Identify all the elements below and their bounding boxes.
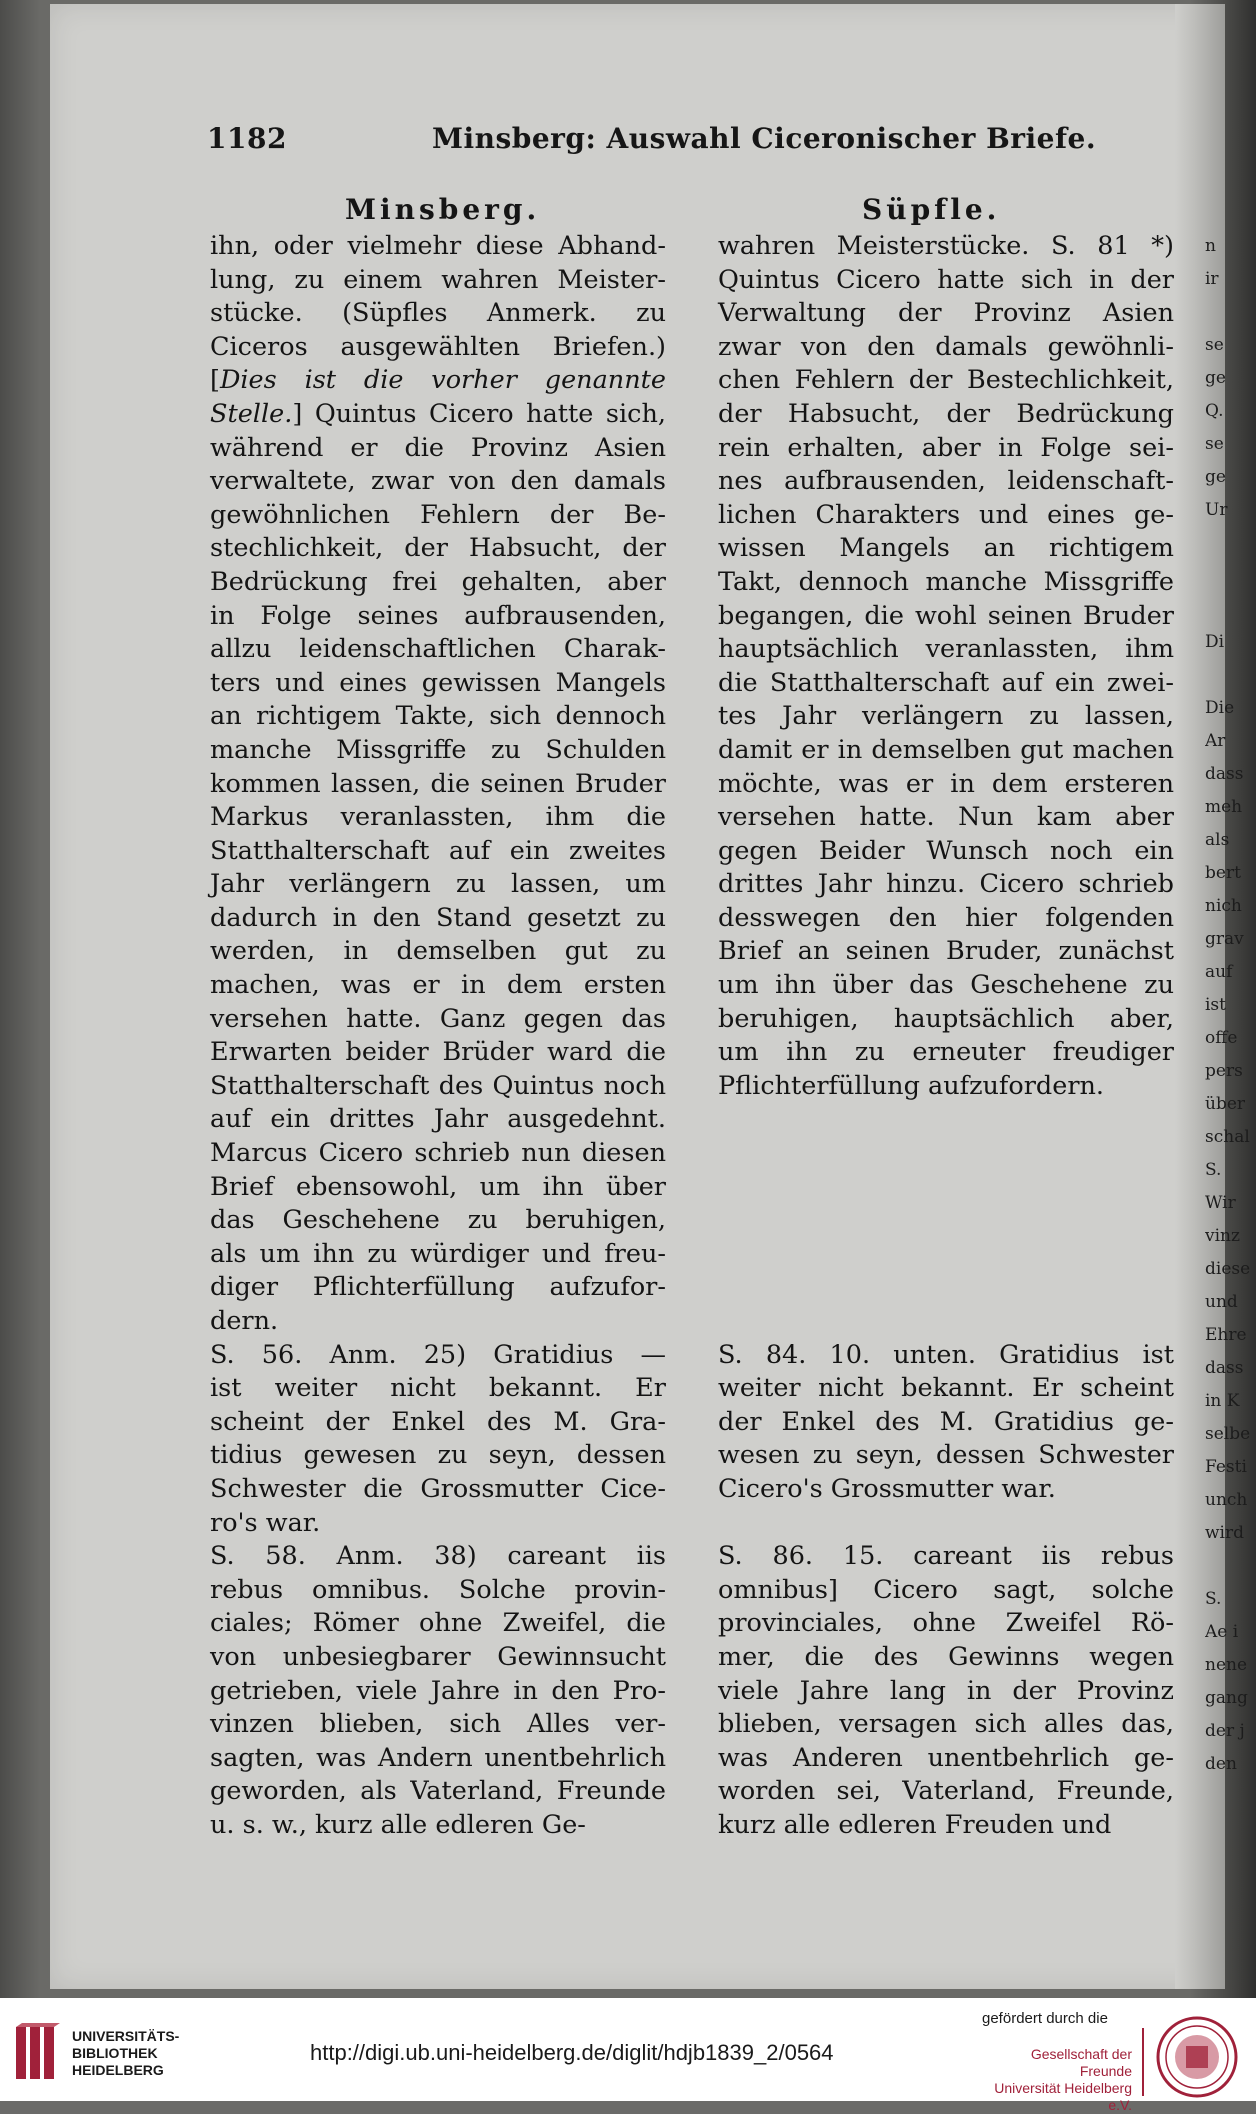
library-name-line: BIBLIOTHEK	[72, 2045, 158, 2061]
next-page-fragment-line	[1205, 560, 1256, 593]
text-line: wahren Meisterstücke. S. 81 *)	[718, 231, 1174, 261]
next-page-fragment-line: se	[1205, 335, 1224, 355]
text-line: von unbesiegbarer Gewinnsucht	[210, 1641, 666, 1672]
text-line: S. 56. Anm. 25) Gratidius —	[210, 1339, 666, 1370]
next-page-fragment-line: dass	[1205, 764, 1244, 784]
text-line: Erwarten beider Brüder ward die	[210, 1037, 666, 1068]
next-page-fragment-line	[1205, 659, 1256, 692]
text-line: sagten, was Andern unentbehrlich	[210, 1742, 666, 1773]
text-line: als um ihn zu würdiger und freu-	[210, 1238, 666, 1269]
sponsor-name	[982, 2046, 1132, 2114]
text-line: die Statthalterschaft auf ein zwei-	[718, 667, 1174, 698]
text-line: allzu leidenschaftlichen Charak-	[210, 634, 666, 665]
text-line: chen Fehlern der Bestechlichkeit,	[718, 365, 1174, 396]
next-page-fragment-line: Q.	[1205, 401, 1224, 421]
text-line: während er die Provinz Asien	[210, 432, 666, 463]
next-page-fragment-line: über	[1205, 1094, 1246, 1114]
university-seal-icon	[1156, 2016, 1238, 2098]
next-page-fragment-line: unch	[1205, 1490, 1248, 1510]
next-page-fragment-line: offe	[1205, 1028, 1238, 1048]
next-page-fragment-line: auf	[1205, 962, 1233, 982]
sponsor-label: gefördert durch die	[982, 2010, 1108, 2027]
text-line: zwar von den damals gewöhnli-	[718, 331, 1174, 362]
text-line: kommen lassen, die seinen Bruder	[210, 768, 666, 799]
next-page-fragment-line	[1205, 527, 1256, 560]
text-line: versehen hatte. Ganz gegen das	[210, 1003, 666, 1034]
text-line: manche Missgriffe zu Schulden	[210, 734, 666, 765]
text-line	[718, 1238, 1174, 1272]
next-page-fragment-line: Die	[1205, 698, 1235, 718]
text-line	[718, 1271, 1174, 1305]
text-line: rebus omnibus. Solche provin-	[210, 1574, 666, 1605]
left-column-heading: Minsberg.	[345, 193, 541, 226]
text-line: vinzen blieben, sich Alles ver-	[210, 1709, 666, 1740]
text-line: Marcus Cicero schrieb nun diesen	[210, 1138, 666, 1169]
text-line: der Habsucht, der Bedrückung	[718, 398, 1174, 429]
text-line: wissen Mangels an richtigem	[718, 533, 1174, 564]
text-line	[718, 1507, 1174, 1541]
permalink-url[interactable]: http://digi.ub.uni-heidelberg.de/diglit/hdjb1839_2/0564	[310, 2040, 834, 2065]
text-line: S. 86. 15. careant iis rebus	[718, 1541, 1174, 1572]
next-page-fragment-line: nich	[1205, 896, 1242, 916]
text-line: desswegen den hier folgenden	[718, 902, 1174, 933]
text-line	[718, 1305, 1174, 1339]
text-line: wesen zu seyn, dessen Schwester	[718, 1440, 1174, 1471]
text-line: um ihn zu erneuter freudiger	[718, 1037, 1174, 1068]
text-line: an richtigem Takte, sich dennoch	[210, 701, 666, 732]
text-line: lung, zu einem wahren Meister-	[210, 264, 666, 295]
next-page-fragment-line: diese	[1205, 1259, 1251, 1279]
text-line: Jahr verlängern zu lassen, um	[210, 869, 666, 900]
sponsor-name-line: Gesellschaft der Freunde	[1030, 2046, 1132, 2079]
text-line: tidius gewesen zu seyn, dessen	[210, 1440, 666, 1471]
text-line: verwaltete, zwar von den damals	[210, 466, 666, 497]
text-line: das Geschehene zu beruhigen,	[210, 1205, 666, 1236]
next-page-fragment-line: bert	[1205, 863, 1241, 883]
next-page-fragment-line: S.	[1205, 1589, 1222, 1609]
next-page-fragment-line: Ehre	[1205, 1325, 1247, 1345]
text-line: Verwaltung der Provinz Asien	[718, 298, 1174, 329]
next-page-fragment-line: S.	[1205, 1160, 1222, 1180]
text-line	[718, 1103, 1174, 1137]
text-line: hauptsächlich veranlassten, ihm	[718, 634, 1174, 665]
text-line: versehen hatte. Nun kam aber	[718, 802, 1174, 833]
text-line: Statthalterschaft auf ein zweites	[210, 835, 666, 866]
next-page-fragment-line: Ur	[1205, 500, 1228, 520]
text-line: ist weiter nicht bekannt. Er	[210, 1373, 666, 1404]
university-library-logo-icon	[14, 2023, 62, 2083]
text-line: blieben, versagen sich alles das,	[718, 1709, 1174, 1740]
text-line: Brief ebensowohl, um ihn über	[210, 1171, 666, 1202]
text-line	[718, 1204, 1174, 1238]
right-column-heading: Süpfle.	[862, 193, 1001, 226]
next-page-fragment-line: se	[1205, 434, 1224, 454]
sponsor-name-line: Universität Heidelberg e.V.	[994, 2080, 1132, 2113]
text-line: gewöhnlichen Fehlern der Be-	[210, 499, 666, 530]
next-page-fragment-line: den	[1205, 1754, 1237, 1774]
next-page-fragment-line: in K	[1205, 1391, 1240, 1411]
next-page-fragment-line: Festi	[1205, 1457, 1247, 1477]
text-line: stücke. (Süpfles Anmerk. zu	[210, 298, 666, 329]
page-number: 1182	[207, 122, 287, 155]
next-page-fragment-line: ist	[1205, 995, 1226, 1015]
text-line: mer, die des Gewinns wegen	[718, 1641, 1174, 1672]
text-line: damit er in demselben gut machen	[718, 734, 1174, 765]
text-line: Schwester die Grossmutter Cice-	[210, 1473, 666, 1504]
text-line: Pflichterfüllung aufzufordern.	[718, 1070, 1105, 1101]
text-line: Quintus Cicero hatte sich in der	[718, 264, 1174, 295]
next-page-fragment-line: der j	[1205, 1721, 1245, 1741]
italic-remark: Stelle.	[210, 398, 293, 429]
text-line: beruhigen, hauptsächlich aber,	[718, 1003, 1174, 1034]
running-title: Minsberg: Auswahl Ciceronischer Briefe.	[432, 122, 1097, 155]
text-line: stechlichkeit, der Habsucht, der	[210, 533, 666, 564]
text-line: ciales; Römer ohne Zweifel, die	[210, 1608, 666, 1639]
next-page-fragment-line: ge	[1205, 368, 1226, 388]
text-line: lichen Charakters und eines ge-	[718, 499, 1174, 530]
next-page-fragment-line: ge	[1205, 467, 1226, 487]
next-page-fragment-line: nene	[1205, 1655, 1248, 1675]
text-line: rein erhalten, aber in Folge sei-	[718, 432, 1174, 463]
next-page-fragment-line: selbe	[1205, 1424, 1251, 1444]
next-page-fragment-line: schal	[1205, 1127, 1250, 1147]
text-line: was Anderen unentbehrlich ge-	[718, 1742, 1174, 1773]
text-line: viele Jahre lang in der Provinz	[718, 1675, 1174, 1706]
right-column-text	[718, 230, 1174, 1843]
library-name-line: HEIDELBERG	[72, 2062, 164, 2078]
text-line: S. 58. Anm. 38) careant iis	[210, 1541, 666, 1572]
next-page-fragment-line: und	[1205, 1292, 1238, 1312]
text-line: provinciales, ohne Zweifel Rö-	[718, 1608, 1174, 1639]
text-line: scheint der Enkel des M. Gra-	[210, 1406, 666, 1437]
text-line: begangen, die wohl seinen Bruder	[718, 600, 1174, 631]
next-page-fragment-line: grav	[1205, 929, 1244, 949]
library-name-line: UNIVERSITÄTS-	[72, 2028, 180, 2044]
next-page-fragment-line	[1205, 1550, 1256, 1583]
text-line: gegen Beider Wunsch noch ein	[718, 835, 1174, 866]
text-line: werden, in demselben gut zu	[210, 936, 666, 967]
library-name	[72, 2028, 179, 2079]
text-line: Takt, dennoch manche Missgriffe	[718, 566, 1174, 597]
text-line: nes aufbrausenden, leidenschaft-	[718, 466, 1174, 497]
text-line: dadurch in den Stand gesetzt zu	[210, 902, 666, 933]
next-page-fragment	[1205, 230, 1256, 1890]
next-page-fragment-line: als	[1205, 830, 1230, 850]
text-line: Ciceros ausgewählten Briefen.)	[210, 331, 666, 362]
text-line: ro's war.	[210, 1507, 321, 1538]
next-page-fragment-line: Wir	[1205, 1193, 1236, 1213]
text-line: omnibus] Cicero sagt, solche	[718, 1574, 1174, 1605]
next-page-fragment-line: wird	[1205, 1523, 1244, 1543]
text-line: getrieben, viele Jahre in den Pro-	[210, 1675, 666, 1706]
text-line: Bedrückung frei gehalten, aber	[210, 566, 666, 597]
text-line: S. 84. 10. unten. Gratidius ist	[718, 1339, 1174, 1370]
next-page-fragment-line: pers	[1205, 1061, 1243, 1081]
next-page-fragment-line	[1205, 296, 1256, 329]
next-page-fragment-line: Di	[1205, 632, 1225, 652]
text-line: [Dies ist die vorher genannte	[210, 365, 666, 396]
text-line: Markus veranlassten, ihm die	[210, 802, 666, 833]
text-line: worden sei, Vaterland, Freunde,	[718, 1776, 1174, 1807]
text-line	[718, 1137, 1174, 1171]
text-line: dern.	[210, 1306, 279, 1336]
text-line: Statthalterschaft des Quintus noch	[210, 1070, 666, 1101]
sponsor-divider	[1142, 2028, 1144, 2096]
left-column-text	[210, 230, 666, 1843]
text-line: auf ein drittes Jahr ausgedehnt.	[210, 1104, 666, 1135]
text-line: machen, was er in dem ersten	[210, 970, 666, 1001]
text-line: kurz alle edleren Freuden und	[718, 1809, 1112, 1840]
text-line: geworden, als Vaterland, Freunde	[210, 1776, 666, 1807]
next-page-fragment-line: Ar	[1205, 731, 1226, 751]
next-page-fragment-line: Ae i	[1205, 1622, 1239, 1642]
next-page-fragment-line: ir	[1205, 269, 1219, 289]
text-line: der Enkel des M. Gratidius ge-	[718, 1406, 1174, 1437]
text-line: möchte, was er in dem ersteren	[718, 768, 1174, 799]
text-line: drittes Jahr hinzu. Cicero schrieb	[718, 869, 1174, 900]
next-page-fragment-line: meh	[1205, 797, 1243, 817]
text-line: in Folge seines aufbrausenden,	[210, 600, 666, 631]
footer-bar	[0, 1998, 1256, 2113]
text-line: diger Pflichterfüllung aufzufor-	[210, 1272, 666, 1303]
text-line: Stelle.] Quintus Cicero hatte sich,	[210, 398, 666, 429]
text-line: tes Jahr verlängern zu lassen,	[718, 701, 1174, 732]
text-line: Cicero's Grossmutter war.	[718, 1473, 1056, 1504]
next-page-fragment-line	[1205, 593, 1256, 626]
text-line: ters und eines gewissen Mangels	[210, 667, 666, 698]
text-line	[718, 1171, 1174, 1205]
next-page-fragment-line: n	[1205, 236, 1216, 256]
text-line: um ihn über das Geschehene zu	[718, 970, 1174, 1001]
running-head	[207, 122, 1097, 162]
italic-remark: Dies ist die vorher genannte	[219, 365, 666, 396]
next-page-fragment-line: gang	[1205, 1688, 1248, 1708]
text-line: weiter nicht bekannt. Er scheint	[718, 1373, 1174, 1404]
text-line: Brief an seinen Bruder, zunächst	[718, 936, 1174, 967]
next-page-fragment-line: dass	[1205, 1358, 1244, 1378]
text-line: u. s. w., kurz alle edleren Ge-	[210, 1809, 586, 1840]
text-line: ihn, oder vielmehr diese Abhand-	[210, 231, 666, 261]
next-page-fragment-line: vinz	[1205, 1226, 1240, 1246]
